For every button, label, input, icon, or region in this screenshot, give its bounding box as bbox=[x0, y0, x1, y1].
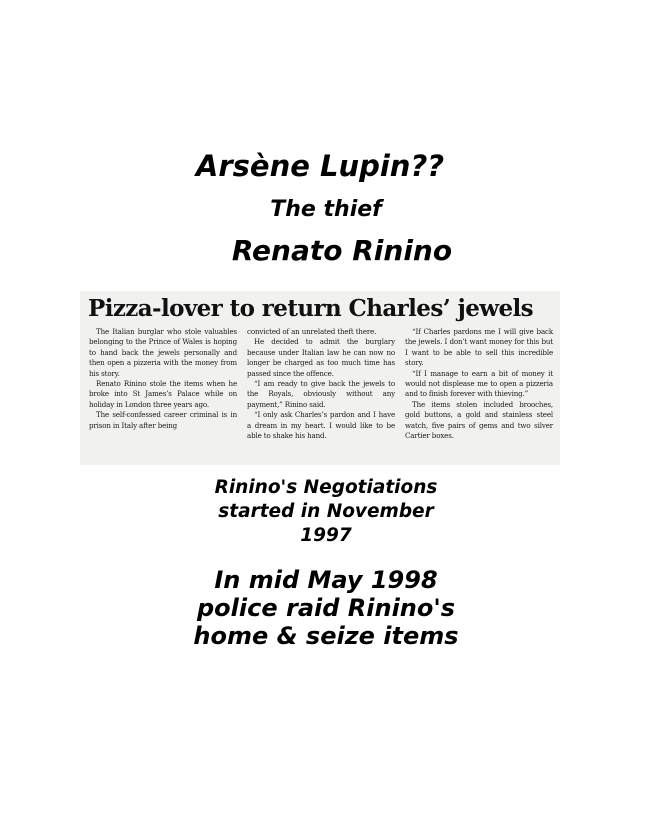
clipping-paragraph: “If I manage to earn a bit of money it would not displease me to open a pizzeria and to finish forever with thieving.” bbox=[405, 368, 553, 399]
title-arsene-lupin: Arsène Lupin?? bbox=[195, 149, 445, 183]
caption-line: started in November bbox=[218, 501, 434, 522]
clipping-paragraph: Renato Rinino stole the items when he broke into St James’s Palace while on holiday in London three years ago. bbox=[89, 379, 237, 409]
caption-line: Rinino's Negotiations bbox=[214, 477, 438, 498]
clipping-column-2 bbox=[247, 327, 395, 441]
clipping-paragraph: The self-confessed career criminal is in prison in Italy after being bbox=[89, 410, 237, 430]
caption-line: In mid May 1998 bbox=[214, 566, 438, 594]
clipping-paragraph: He decided to admit the burglary because under Italian law he can now no longer be charged as too much time has passed since the offence. bbox=[247, 337, 395, 378]
clipping-column-1 bbox=[89, 327, 237, 441]
caption-line: police raid Rinino's bbox=[197, 594, 455, 622]
clipping-paragraph: “If Charles pardons me I will give back the jewels. I don’t want money for this but I want to be able to sell this incredible story. bbox=[405, 327, 553, 368]
caption-line: home & seize items bbox=[193, 622, 459, 650]
clipping-paragraph: “I only ask Charles’s pardon and I have a dream in my heart. I would like to be able to shake his hand. bbox=[247, 410, 395, 441]
subtitle-the-thief: The thief bbox=[270, 197, 382, 222]
clipping-columns bbox=[89, 327, 553, 441]
clipping-headline: Pizza-lover to return Charles’ jewels bbox=[88, 295, 533, 322]
caption-negotiations bbox=[0, 476, 652, 548]
caption-line: 1997 bbox=[300, 525, 352, 546]
clipping-paragraph: “I am ready to give back the jewels to the Royals, obviously without any payment,” Rinino said. bbox=[247, 379, 395, 409]
clipping-paragraph: The Italian burglar who stole valuables belonging to the Prince of Wales is hoping to hand back the jewels personally and then open a pizzeria with the money from his story. bbox=[89, 327, 237, 378]
clipping-paragraph: convicted of an unrelated theft there. bbox=[247, 327, 377, 336]
title-renato-rinino: Renato Rinino bbox=[231, 234, 453, 267]
clipping-paragraph: The items stolen included brooches, gold buttons, a gold and stainless steel watch, five pairs of gems and two silver Cartier boxes. bbox=[405, 399, 553, 441]
caption-police-raid bbox=[0, 566, 652, 650]
newspaper-clipping bbox=[80, 291, 560, 465]
clipping-column-3 bbox=[405, 327, 553, 441]
